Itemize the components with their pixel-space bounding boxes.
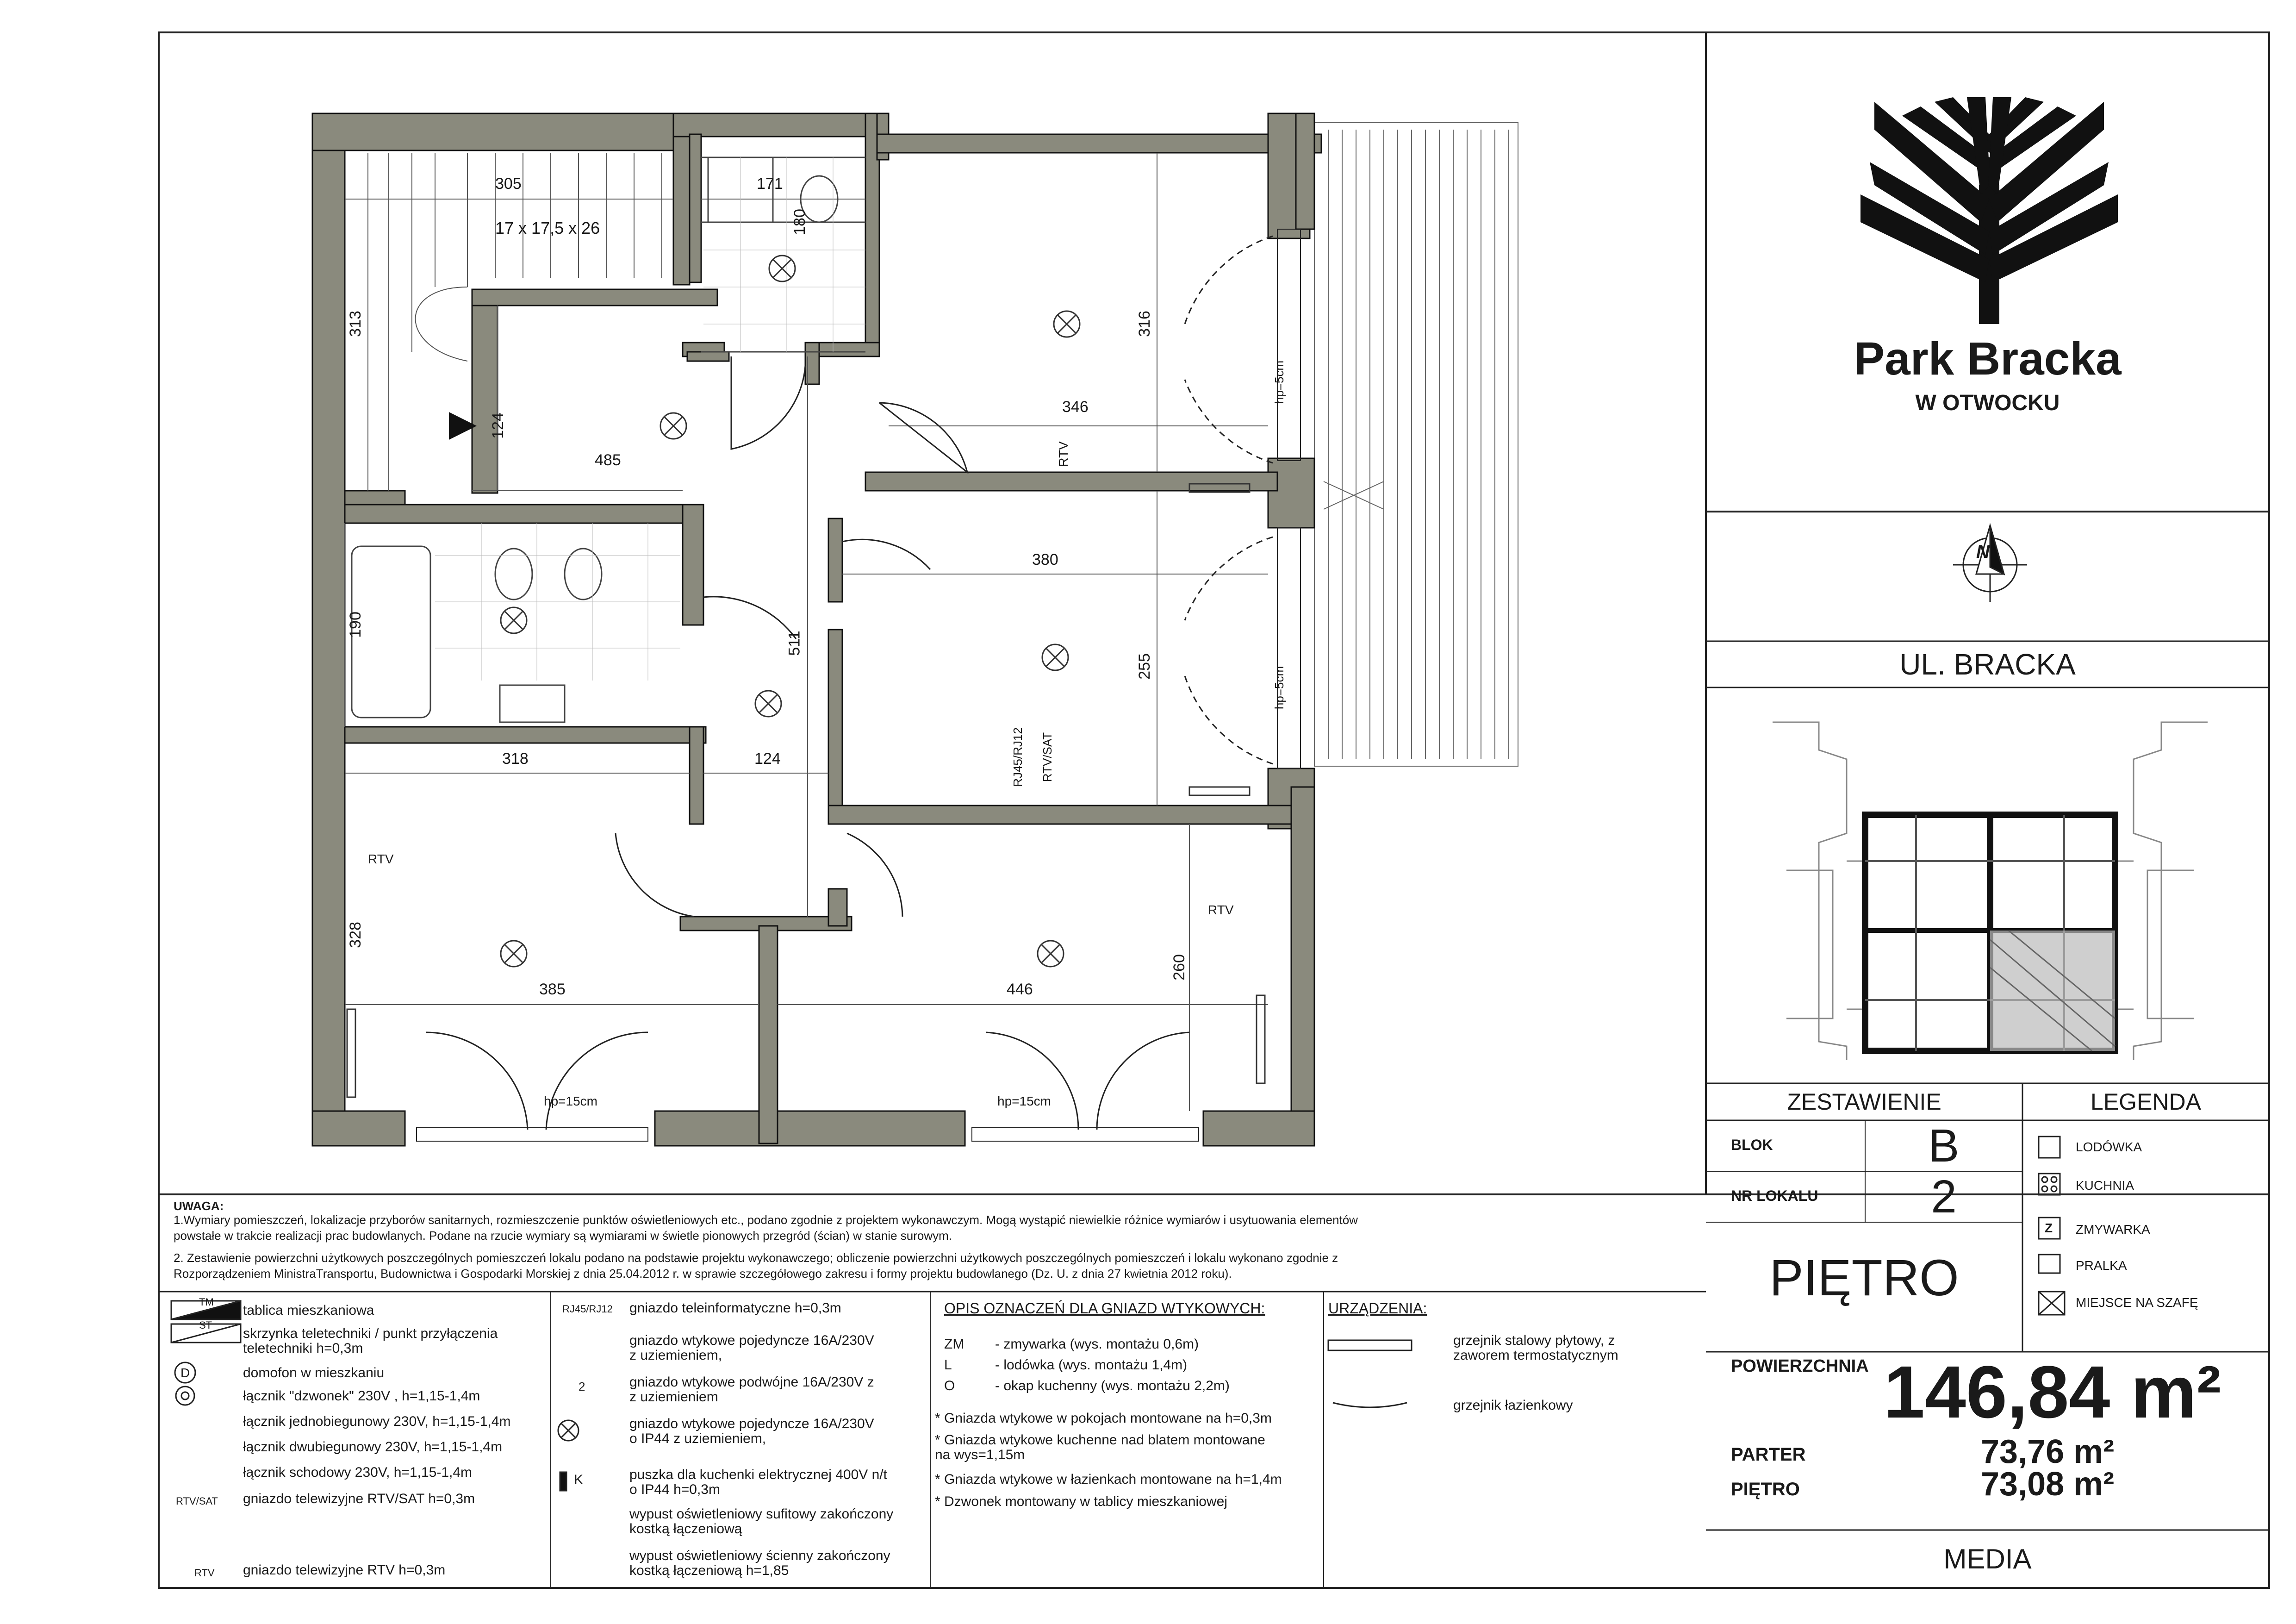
rtvsat-label: RTV/SAT [1040,732,1055,782]
socket-double-symbol: 2 [579,1380,585,1393]
note-1: 1.Wymiary pomieszczeń, lokalizacje przyborów sanitarnych, rozmieszczenie punktów oświetleniowych etc., podano zgodnie z projektem wykonawczym. Mogą wystąpić niewielkie różnice wymiarów i usytuowania elementów powstałe w trakcie realizacji prac budowlanych. Podane na rzucie wymiary są wymiarami w świetle pionowych przegród (ścian) w stanie surowym. [174,1213,1358,1243]
media-label: MEDIA [1943,1543,2032,1574]
rj45-symbol: RJ45/RJ12 [562,1303,613,1315]
legend-bell: łącznik "dzwonek" 230V , h=1,15-1,4m [243,1388,480,1404]
window-right [972,1127,1199,1141]
parter-value: 73,76 m² [1981,1433,2115,1470]
north-arrow-icon [1953,525,2027,602]
notes-title: UWAGA: [174,1199,224,1213]
legend-radiator-panel: grzejnik stalowy płytowy, z zaworem termostatycznym [1453,1333,1618,1363]
dim-label: 346 [1062,398,1089,416]
legend-switch-2: łącznik dwubiegunowy 230V, h=1,15-1,4m [243,1439,503,1455]
ceiling-light-icon [501,256,1080,967]
note-rooms: * Gniazda wtykowe w pokojach montowane na h=0,3m [935,1411,1272,1426]
balcony [1314,123,1518,766]
legend-dishwasher: ZMYWARKA [2076,1222,2150,1237]
legend-stove: KUCHNIA [2076,1178,2134,1193]
highlighted-unit [1990,931,2115,1051]
staircase [368,153,662,491]
legend-switch-1: łącznik jednobiegunowy 230V, h=1,15-1,4m [243,1414,511,1429]
pietro-label: PIĘTRO [1731,1479,1800,1499]
street-name: UL. BRACKA [1899,648,2076,681]
walls [312,113,1321,1146]
rtv-label: RTV [1056,441,1070,467]
legend-washer: PRALKA [2076,1258,2127,1273]
dim-label: 124 [754,750,781,768]
legend-stove-box: puszka dla kuchenki elektrycznej 400V n/t o IP44 h=0,3m [629,1467,887,1497]
rtvsat-symbol: RTV/SAT [176,1495,218,1507]
rtv-symbol: RTV [194,1567,215,1579]
park-bracka-logo-icon [1860,97,2118,324]
legend-rtv: gniazdo telewizyjne RTV h=0,3m [243,1562,446,1578]
code-o-text: - okap kuchenny (wys. montażu 2,2m) [995,1378,1230,1393]
dim-label: 313 [346,311,364,337]
rtv-label: RTV [368,852,394,866]
legend-radiator-bathroom: grzejnik łazienkowy [1453,1398,1573,1413]
dishwasher-icon: Z [2045,1221,2053,1235]
dim-label: 305 [495,175,522,193]
code-l-text: - lodówka (wys. montażu 1,4m) [995,1357,1188,1373]
area-label: POWIERZCHNIA [1731,1356,1869,1376]
dim-label: 511 [785,631,803,656]
sill-height-label: hp=5cm [1272,360,1287,404]
dim-label: 255 [1135,653,1153,680]
brand-subtitle: W OTWOCKU [1915,390,2060,415]
dim-label: 485 [595,451,621,469]
legend-socket-double: gniazdo wtykowe podwójne 16A/230V z z uziemieniem [629,1374,874,1405]
st-symbol: ST [199,1319,212,1331]
blok-label: BLOK [1731,1137,1773,1153]
code-zm-text: - zmywarka (wys. montażu 0,6m) [995,1337,1199,1352]
area-total: 146,84 m² [1884,1350,2221,1433]
brand-name: Park Bracka [1854,332,2122,385]
legend-wall-light: wypust oświetleniowy ścienny zakończony kostką łączeniową h=1,85 [629,1548,890,1578]
dim-label: 380 [1032,551,1058,568]
dim-label: 446 [1007,981,1033,998]
dim-label: 124 [489,412,507,439]
legend-intercom: domofon w mieszkaniu [243,1365,385,1380]
balcony-door-top [1277,229,1300,461]
sill-height-label: hp=15cm [544,1094,597,1108]
floor-label: PIĘTRO [1769,1249,1959,1306]
note-bathroom: * Gniazda wtykowe w łazienkach montowane na h=1,4m [935,1472,1282,1487]
stairs-label: 17 x 17,5 x 26 [495,219,600,237]
legend-rj45: gniazdo teleinformatyczne h=0,3m [629,1300,841,1316]
dim-label: 316 [1135,311,1153,337]
radiator-icon [347,484,1265,1097]
sill-height-label: hp=5cm [1272,666,1287,710]
dim-label: 385 [539,981,566,998]
code-zm: ZM [944,1337,964,1352]
intercom-icon: D [180,1366,190,1380]
lokal-value: 2 [1931,1170,1957,1223]
dim-label: 171 [757,175,783,193]
legenda-header: LEGENDA [2091,1089,2201,1115]
legend-rtvsat: gniazdo telewizyjne RTV/SAT h=0,3m [243,1491,475,1506]
legend-wardrobe: MIEJSCE NA SZAFĘ [2076,1295,2198,1310]
code-o: O [944,1378,955,1393]
dim-label: 328 [346,922,364,948]
parter-label: PARTER [1731,1444,1806,1465]
legend-st: skrzynka teletechniki / punkt przyłączenia teletechniki h=0,3m [243,1326,498,1356]
legend-tm: tablica mieszkaniowa [243,1303,374,1318]
legend-fridge: LODÓWKA [2076,1140,2142,1154]
note-bell: * Dzwonek montowany w tablicy mieszkaniowej [935,1494,1227,1509]
tm-symbol: TM [199,1296,214,1308]
blok-value: B [1928,1119,1960,1172]
legend-socket-single: gniazdo wtykowe pojedyncze 16A/230V z uziemieniem, [629,1333,874,1363]
dim-label: 190 [346,612,364,638]
dim-label: 260 [1170,954,1188,981]
sill-height-label: hp=15cm [997,1094,1051,1108]
pietro-value: 73,08 m² [1981,1466,2115,1503]
dim-label: 180 [790,209,809,235]
building-key-plan [1865,815,2115,1051]
rj45-label: RJ45/RJ12 [1010,727,1025,787]
legend-socket-ip44: gniazdo wtykowe pojedyncze 16A/230V o IP44 z uziemieniem, [629,1416,874,1446]
dim-label: 318 [502,750,529,768]
legend-switch-stairs: łącznik schodowy 230V, h=1,15-1,4m [243,1465,473,1480]
socket-codes-title: OPIS OZNACZEŃ DLA GNIAZD WTYKOWYCH: [944,1300,1265,1317]
code-l: L [944,1357,952,1373]
note-2: 2. Zestawienie powierzchni użytkowych poszczególnych pomieszczeń lokalu podano na podstawie projektu wykonawczego; obliczenie powierzchni użytkowych poszczególnych pomieszczeń i lokalu wykonano zgodnie z Rozporządzeniem MinistraTransportu, Budownictwa i Gospodarki Morskiej z dnia 25.04.2012 r. w sprawie szczegółowego zakresu i formy projektu budowlanego (Dz. U. z dnia 27 kwietnia 2012 roku). [174,1251,1338,1280]
window-left [417,1127,648,1141]
lokal-label: NR LOKALU [1731,1187,1818,1204]
legend-ceiling-light: wypust oświetleniowy sufitowy zakończony kostką łączeniową [629,1506,894,1537]
balcony-door-bottom [1277,528,1300,768]
k-symbol: K [574,1472,584,1487]
devices-title: URZĄDZENIA: [1328,1300,1427,1317]
north-label: N [1976,542,1990,562]
note-kitchen: * Gniazda wtykowe kuchenne nad blatem montowane na wys=1,15m [935,1432,1265,1462]
rtv-label: RTV [1208,903,1234,917]
zestawienie-header: ZESTAWIENIE [1787,1089,1941,1115]
